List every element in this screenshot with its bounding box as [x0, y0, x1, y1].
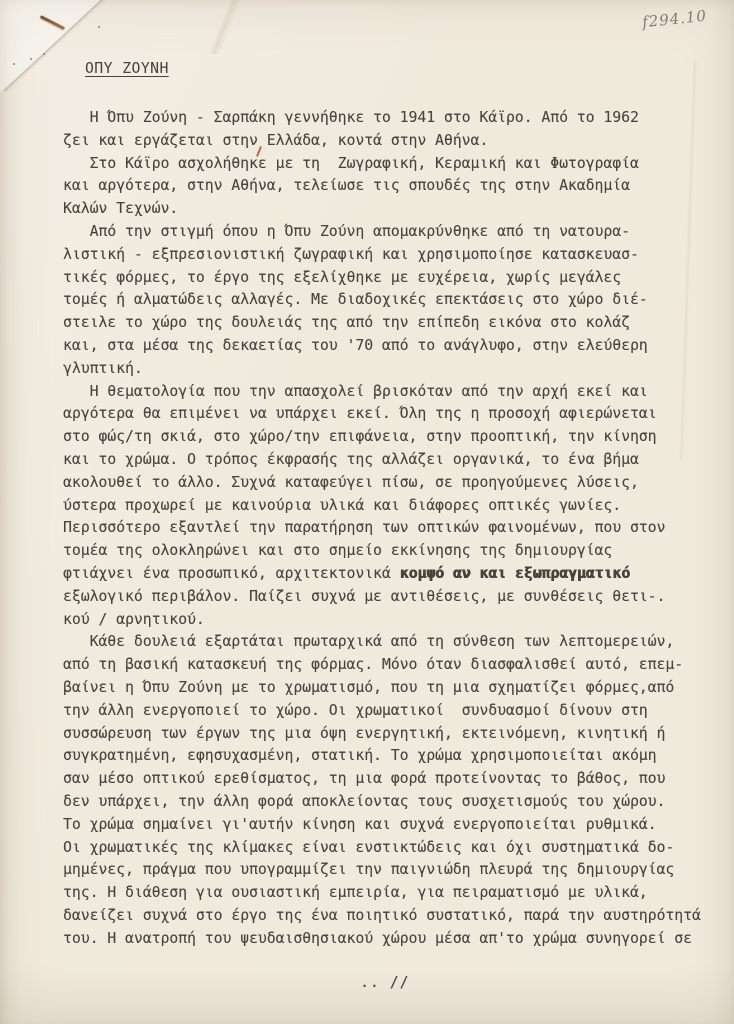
paper-crease	[120, 0, 330, 54]
text-line: στο φώς/τη σκιά, στο χώρο/την επιφάνεια, στην προοπτική, την κίνηση	[63, 428, 657, 446]
text-line: ύστερα προχωρεί με καινούρια υλικά και διάφορες οπτικές γωνίες.	[63, 496, 622, 514]
text-line: Κάθε δουλειά εξαρτάται πρωταρχικά από τη σύνθεση των λεπτομερειών,	[63, 633, 675, 651]
text-line: και, στα μέσα της δεκαετίας του '70 από το ανάγλυφο, στην ελεύθερη	[63, 336, 648, 354]
text-line: συσσώρευση των έργων της μια όψη ενεργητική, εκτεινόμενη, κινητική ή	[63, 724, 666, 742]
text-line: Το χρώμα σημαίνει γι'αυτήν κίνηση και συχνά ενεργοποιείται ρυθμικά.	[63, 815, 657, 833]
text-line: λιστική - εξπρεσιονιστική ζωγραφική και χρησιμοποίησε κατασκευασ-	[63, 245, 639, 263]
text-line: σαν μέσο οπτικού ερεθίσματος, τη μια φορά προτείνοντας το βάθος, που	[63, 770, 666, 788]
text-line: δανείζει συχνά στο έργο της ένα ποιητικό συστατικό, παρά την αυστηρότητά	[63, 906, 701, 924]
text-line: στειλε το χώρο της δουλειάς της από την επίπεδη εικόνα στο κολάζ	[63, 314, 630, 332]
paper-speck	[13, 63, 15, 65]
text-line: ακολουθεί το άλλο. Συχνά καταφεύγει πίσω, σε προηγούμενες λύσεις,	[63, 473, 639, 491]
paper-speck	[30, 58, 32, 60]
text-line: αργότερα θα επιμένει να υπάρχει εκεί. Όλη της η προσοχή αφιερώνεται	[63, 405, 657, 423]
text-line: δεν υπάρχει, την άλλη φορά αποκλείοντας τους συσχετισμούς του χώρου.	[63, 792, 666, 810]
text-line: φτιάχνει ένα προσωπικό, αρχιτεκτονικά κομψό αν και εξωπραγματικό	[63, 564, 630, 582]
text-line: και αργότερα, στην Αθήνα, τελείωσε τις σπουδές της στην Ακαδημία	[63, 177, 630, 195]
text-line: μημένες, πράγμα που υπογραμμίζει την παιγνιώδη πλευρά της δημιουργίας	[63, 861, 675, 879]
text-line: την άλλη ενεργοποιεί το χώρο. Οι χρωματικοί συνδυασμοί δίνουν στη	[63, 701, 648, 719]
page-title: ΟΠΥ ΖΟΥΝΗ	[85, 60, 169, 77]
text-line: Η Όπυ Ζούνη - Σαρπάκη γεννήθηκε το 1941 στο Κάϊρο. Από το 1962	[63, 109, 639, 126]
text-line: Από την στιγμή όπου η Όπυ Ζούνη απομακρύνθηκε από τη νατουρα-	[63, 222, 630, 240]
text-line: του. Η ανατροπή του ψευδαισθησιακού χώρου μέσα απ'το χρώμα συνηγορεί σε	[63, 929, 692, 947]
continuation-mark: .. //	[360, 974, 410, 991]
text-line: και το χρώμα. Ο τρόπος έκφρασής της αλλάζει οργανικά, το ένα βήμα	[63, 450, 639, 468]
text-line: γλυπτική.	[63, 359, 143, 377]
text-line: τομές ή αλματώδεις αλλαγές. Με διαδοχικές επεκτάσεις στο χώρο διέ-	[63, 291, 648, 309]
text-line: Στο Κάϊρο ασχολήθηκε με τη Ζωγραφική, Κεραμική και Φωτογραφία	[63, 154, 639, 172]
text-line: τομέα της ολοκληρώνει και στο σημείο εκκίνησης της δημιουργίας	[63, 542, 613, 560]
text-line: Περισσότερο εξαντλεί την παρατήρηση των οπτικών φαινομένων, που στον	[63, 519, 666, 537]
paper-speck	[43, 53, 45, 55]
text-line: εξωλογικό περιβάλον. Παίζει συχνά με αντιθέσεις, με συνθέσεις θετι-.	[63, 587, 666, 605]
text-line: της. Η διάθεση για ουσιαστική εμπειρία, για πειραματισμό με υλικά,	[63, 884, 648, 902]
paper-speck	[98, 26, 100, 28]
document-body	[63, 107, 727, 950]
text-line: βαίνει η Όπυ Ζούνη με το χρωματισμό, που τη μια σχηματίζει φόρμες,από	[63, 678, 675, 696]
text-line: συγκρατημένη, εφησυχασμένη, στατική. Το χρώμα χρησιμοποιείται ακόμη	[63, 747, 657, 765]
handwritten-archival-note: f294.10	[641, 6, 708, 32]
text-line: Καλών Τεχνών.	[63, 200, 179, 218]
text-line: Οι χρωματικές της κλίμακες είναι ενστικτώδεις και όχι συστηματικά δο-	[63, 838, 675, 856]
text-line: Η θεματολογία που την απασχολεί βρισκόταν από την αρχή εκεί και	[63, 382, 648, 400]
text-line: τικές φόρμες, το έργο της εξελίχθηκε με ευχέρεια, χωρίς μεγάλες	[63, 268, 622, 286]
text-line: από τη βασική κατασκευή της φόρμας. Μόνο όταν διασφαλισθεί αυτό, επεμ-	[63, 656, 684, 674]
text-line: κού / αρνητικού.	[63, 610, 205, 628]
text-line: ζει και εργάζεται στην Ελλάδα, κοντά στην Αθήνα.	[63, 131, 489, 149]
